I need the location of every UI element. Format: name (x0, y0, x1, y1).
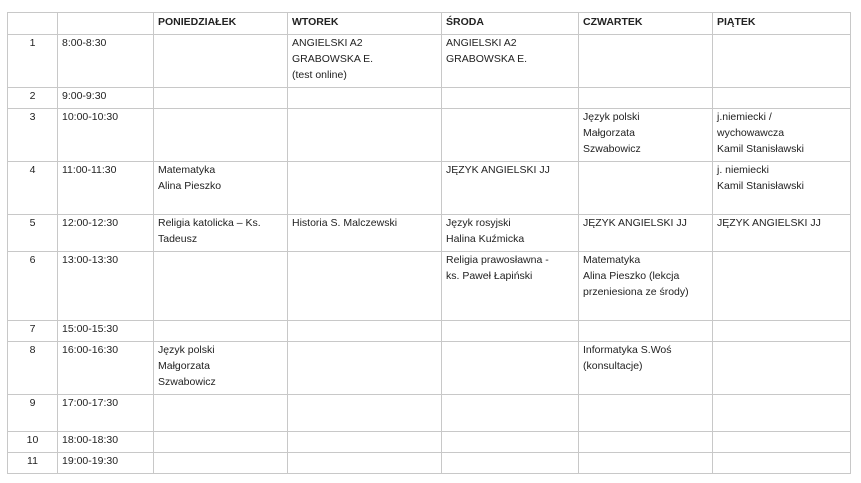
header-wednesday: ŚRODA (442, 13, 579, 35)
cell-tuesday (288, 109, 442, 162)
cell-tuesday (288, 453, 442, 474)
lesson-time: 12:00-12:30 (58, 215, 154, 252)
header-monday: PONIEDZIAŁEK (154, 13, 288, 35)
cell-monday (154, 453, 288, 474)
cell-wednesday (442, 109, 579, 162)
table-row (8, 162, 851, 215)
table-row (8, 432, 851, 453)
lesson-time: 18:00-18:30 (58, 432, 154, 453)
lesson-number: 11 (8, 453, 58, 474)
lesson-time: 8:00-8:30 (58, 35, 154, 88)
lesson-time: 15:00-15:30 (58, 321, 154, 342)
lesson-number: 6 (8, 252, 58, 321)
header-tuesday: WTOREK (288, 13, 442, 35)
cell-wednesday: ANGIELSKI A2 GRABOWSKA E. (442, 35, 579, 88)
cell-wednesday (442, 432, 579, 453)
cell-wednesday: JĘZYK ANGIELSKI JJ (442, 162, 579, 215)
table-row (8, 88, 851, 109)
cell-monday (154, 321, 288, 342)
header-row (8, 13, 851, 35)
cell-monday (154, 432, 288, 453)
lesson-time: 9:00-9:30 (58, 88, 154, 109)
cell-monday (154, 35, 288, 88)
cell-monday: Religia katolicka – Ks. Tadeusz (154, 215, 288, 252)
table-row (8, 342, 851, 395)
cell-tuesday: Historia S. Malczewski (288, 215, 442, 252)
cell-wednesday: Język rosyjski Halina Kuźmicka (442, 215, 579, 252)
cell-tuesday: ANGIELSKI A2 GRABOWSKA E. (test online) (288, 35, 442, 88)
cell-monday (154, 109, 288, 162)
cell-wednesday (442, 453, 579, 474)
cell-tuesday (288, 395, 442, 432)
cell-thursday (579, 395, 713, 432)
header-friday: PIĄTEK (713, 13, 851, 35)
cell-friday (713, 395, 851, 432)
cell-thursday (579, 162, 713, 215)
lesson-number: 9 (8, 395, 58, 432)
cell-tuesday (288, 88, 442, 109)
cell-monday: Matematyka Alina Pieszko (154, 162, 288, 215)
lesson-time: 13:00-13:30 (58, 252, 154, 321)
cell-tuesday (288, 432, 442, 453)
lesson-number: 10 (8, 432, 58, 453)
cell-wednesday (442, 395, 579, 432)
cell-tuesday (288, 321, 442, 342)
table-row (8, 395, 851, 432)
header-thursday: CZWARTEK (579, 13, 713, 35)
cell-friday (713, 453, 851, 474)
cell-thursday (579, 321, 713, 342)
lesson-number: 4 (8, 162, 58, 215)
lesson-time: 16:00-16:30 (58, 342, 154, 395)
header-time (58, 13, 154, 35)
cell-friday (713, 321, 851, 342)
lesson-number: 1 (8, 35, 58, 88)
lesson-number: 5 (8, 215, 58, 252)
cell-thursday: Matematyka Alina Pieszko (lekcja przeniesiona ze środy) (579, 252, 713, 321)
lesson-number: 7 (8, 321, 58, 342)
lesson-time: 19:00-19:30 (58, 453, 154, 474)
cell-friday: JĘZYK ANGIELSKI JJ (713, 215, 851, 252)
table-row (8, 453, 851, 474)
lesson-time: 10:00-10:30 (58, 109, 154, 162)
cell-friday (713, 252, 851, 321)
cell-tuesday (288, 162, 442, 215)
cell-friday: j.niemiecki / wychowawcza Kamil Stanisławski (713, 109, 851, 162)
cell-thursday: Informatyka S.Woś (konsultacje) (579, 342, 713, 395)
table-row (8, 35, 851, 88)
cell-friday: j. niemiecki Kamil Stanisławski (713, 162, 851, 215)
header-num (8, 13, 58, 35)
cell-thursday (579, 432, 713, 453)
table-row (8, 215, 851, 252)
lesson-number: 2 (8, 88, 58, 109)
cell-thursday (579, 35, 713, 88)
cell-wednesday (442, 88, 579, 109)
table-row (8, 109, 851, 162)
schedule-table (7, 12, 851, 474)
cell-thursday (579, 88, 713, 109)
cell-thursday: Język polski Małgorzata Szwabowicz (579, 109, 713, 162)
cell-monday (154, 88, 288, 109)
cell-tuesday (288, 342, 442, 395)
cell-monday (154, 252, 288, 321)
cell-tuesday (288, 252, 442, 321)
table-row (8, 252, 851, 321)
cell-friday (713, 35, 851, 88)
table-row (8, 321, 851, 342)
cell-wednesday: Religia prawosławna - ks. Paweł Łapiński (442, 252, 579, 321)
lesson-time: 11:00-11:30 (58, 162, 154, 215)
cell-friday (713, 88, 851, 109)
cell-thursday (579, 453, 713, 474)
cell-monday (154, 395, 288, 432)
cell-thursday: JĘZYK ANGIELSKI JJ (579, 215, 713, 252)
lesson-number: 8 (8, 342, 58, 395)
cell-friday (713, 342, 851, 395)
cell-monday: Język polski Małgorzata Szwabowicz (154, 342, 288, 395)
lesson-number: 3 (8, 109, 58, 162)
lesson-time: 17:00-17:30 (58, 395, 154, 432)
cell-friday (713, 432, 851, 453)
cell-wednesday (442, 321, 579, 342)
cell-wednesday (442, 342, 579, 395)
